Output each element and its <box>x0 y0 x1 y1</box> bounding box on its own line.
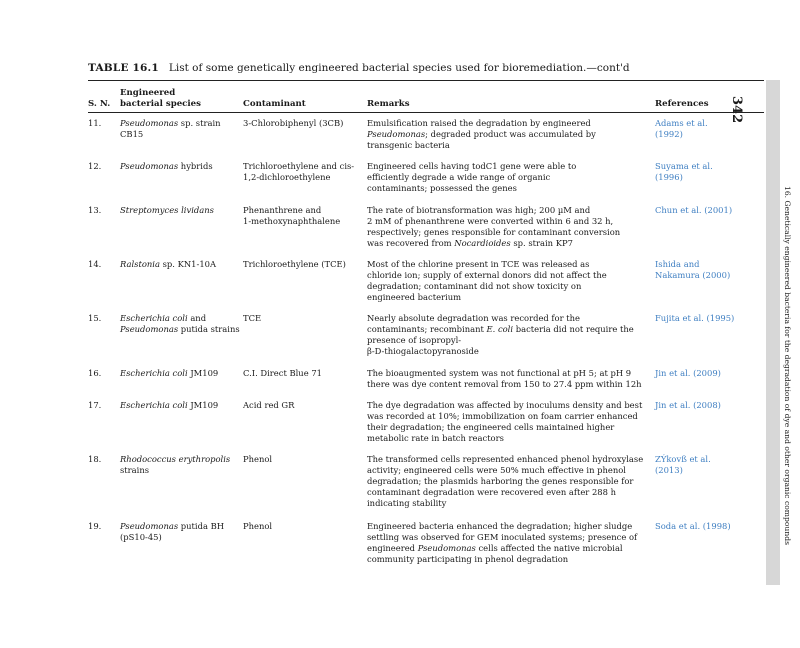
cell-line: engineered Pseudomonas cells affected the native microbial <box>367 543 623 553</box>
cell-line: Escherichia coli JM109 <box>120 400 219 410</box>
cell-line: Pseudomonas putida BH <box>120 521 225 531</box>
cell-contaminant <box>243 313 261 324</box>
cell-sn: 12. <box>88 161 102 171</box>
cell-line: Phenanthrene and <box>243 205 322 215</box>
cell-line: Jin et al. (2009) <box>655 368 721 378</box>
cell-line: their degradation; the engineered cells maintained higher <box>367 422 615 432</box>
cell-line: metabolic rate in batch reactors <box>367 433 504 443</box>
cell-line: Escherichia coli and <box>120 313 207 323</box>
cell-line: community participating in phenol degradation <box>367 554 569 564</box>
cell-line: Soda et al. (1998) <box>655 521 731 531</box>
cell-sn: 11. <box>88 118 102 128</box>
cell-line: chloride ion; supply of external donors did not affect the <box>367 270 607 280</box>
cell-line: 2 mM of phenanthrene were converted within 6 and 32 h, <box>367 216 614 226</box>
cell-line: Ishida and <box>655 259 700 269</box>
cell-references[interactable] <box>655 368 721 379</box>
table-header-rule <box>88 112 764 113</box>
cell-line: The rate of biotransformation was high; 200 µM and <box>367 205 591 215</box>
cell-references[interactable] <box>655 313 734 324</box>
cell-line: (1992) <box>655 129 683 139</box>
cell-line: contaminants; possessed the genes <box>367 183 517 193</box>
cell-line: Jin et al. (2008) <box>655 400 721 410</box>
cell-species <box>120 400 218 411</box>
cell-line: Pseudomonas; degraded product was accumulated by <box>367 129 596 139</box>
header-contaminant: Contaminant <box>243 99 306 109</box>
cell-sn: 14. <box>88 259 102 269</box>
cell-line: contaminant degradation were recovered even after 288 h <box>367 487 617 497</box>
cell-line: TCE <box>243 313 262 323</box>
cell-line: Pseudomonas putida strains <box>120 324 240 334</box>
cell-line: indicating stability <box>367 498 447 508</box>
cell-species <box>120 161 213 172</box>
cell-line: Chun et al. (2001) <box>655 205 733 215</box>
cell-remarks <box>367 259 607 303</box>
cell-contaminant <box>243 161 354 183</box>
cell-species <box>120 259 216 270</box>
table-top-rule <box>88 80 764 81</box>
cell-line: Fujita et al. (1995) <box>655 313 735 323</box>
cell-line: 3-Chlorobiphenyl (3CB) <box>243 118 344 128</box>
cell-sn: 18. <box>88 454 102 464</box>
cell-contaminant <box>243 454 272 465</box>
cell-line: was recovered from Nocardioides sp. strain KP7 <box>367 238 573 248</box>
cell-line: (2013) <box>655 465 683 475</box>
header-species-line2: bacterial species <box>120 99 201 109</box>
header-references: References <box>655 99 709 109</box>
cell-references[interactable] <box>655 118 708 140</box>
cell-line: 1,2-dichloroethylene <box>243 172 331 182</box>
cell-contaminant <box>243 521 272 532</box>
cell-species <box>120 313 240 335</box>
cell-sn: 19. <box>88 521 102 531</box>
header-species <box>120 88 201 110</box>
cell-line: settling was observed for GEM inoculated systems; presence of <box>367 532 638 542</box>
cell-line: The dye degradation was affected by inoculums density and best <box>367 400 643 410</box>
cell-line: degradation; contaminant did not show toxicity on <box>367 281 582 291</box>
cell-line: The bioaugmented system was not functional at pH 5; at pH 9 <box>367 368 632 378</box>
cell-line: Pseudomonas sp. strain <box>120 118 221 128</box>
cell-line: there was dye content removal from 150 to 27.4 ppm within 12h <box>367 379 642 389</box>
cell-line: respectively; genes responsible for contaminant conversion <box>367 227 621 237</box>
cell-line: strains <box>120 465 150 475</box>
table-title: List of some genetically engineered bacterial species used for bioremediation.—cont'd <box>168 62 630 74</box>
cell-contaminant <box>243 205 340 227</box>
cell-remarks <box>367 454 643 509</box>
cell-sn: 16. <box>88 368 102 378</box>
cell-remarks <box>367 205 620 249</box>
cell-line: was recorded at 10%; immobilization on foam carrier enhanced <box>367 411 638 421</box>
cell-remarks <box>367 161 576 194</box>
page-number: 342 <box>729 96 744 124</box>
cell-sn: 15. <box>88 313 102 323</box>
cell-references[interactable] <box>655 161 713 183</box>
cell-line: Phenol <box>243 521 273 531</box>
cell-line: Engineered bacteria enhanced the degradation; higher sludge <box>367 521 633 531</box>
cell-line: Pseudomonas hybrids <box>120 161 213 171</box>
cell-references[interactable] <box>655 205 732 216</box>
cell-species <box>120 454 230 476</box>
cell-line: Acid red GR <box>243 400 295 410</box>
cell-species <box>120 368 218 379</box>
cell-line: Engineered cells having todC1 gene were able to <box>367 161 577 171</box>
cell-line: efficiently degrade a wide range of organic <box>367 172 551 182</box>
cell-remarks <box>367 400 642 444</box>
cell-contaminant <box>243 368 322 379</box>
cell-line: Adams et al. <box>655 118 708 128</box>
cell-line: (1996) <box>655 172 683 182</box>
running-head: 16. Genetically engineered bacteria for the degradation of dye and other organic compounds <box>783 186 792 545</box>
cell-line: Nearly absolute degradation was recorded for the <box>367 313 580 323</box>
cell-species <box>120 521 224 543</box>
page-side-bar <box>766 80 780 585</box>
cell-remarks <box>367 118 596 151</box>
cell-line: CB15 <box>120 129 144 139</box>
cell-contaminant <box>243 400 294 411</box>
header-sn: S. N. <box>88 99 111 109</box>
cell-remarks <box>367 313 634 357</box>
cell-line: transgenic bacteria <box>367 140 450 150</box>
cell-sn: 17. <box>88 400 102 410</box>
cell-line: Emulsification raised the degradation by engineered <box>367 118 591 128</box>
header-species-line1: Engineered <box>120 88 176 98</box>
cell-line: Suyama et al. <box>655 161 713 171</box>
cell-references[interactable] <box>655 259 730 281</box>
cell-references[interactable] <box>655 400 721 411</box>
cell-line: C.I. Direct Blue 71 <box>243 368 322 378</box>
cell-line: ZÝkovß et al. <box>655 454 711 464</box>
cell-line: 1-methoxynaphthalene <box>243 216 341 226</box>
table-caption <box>88 62 630 74</box>
cell-remarks <box>367 521 637 565</box>
cell-line: Most of the chlorine present in TCE was released as <box>367 259 590 269</box>
cell-line: Phenol <box>243 454 273 464</box>
cell-line: Nakamura (2000) <box>655 270 731 280</box>
cell-line: Trichloroethylene (TCE) <box>243 259 346 269</box>
cell-line: Trichloroethylene and cis- <box>243 161 355 171</box>
cell-line: Streptomyces lividans <box>120 205 214 215</box>
cell-line: β-D-thiogalactopyranoside <box>367 346 479 356</box>
cell-line: Ralstonia sp. KN1-10A <box>120 259 217 269</box>
cell-line: presence of isopropyl- <box>367 335 462 345</box>
cell-contaminant <box>243 118 343 129</box>
cell-references[interactable] <box>655 454 711 476</box>
cell-contaminant <box>243 259 346 270</box>
cell-line: degradation; the plasmids harboring the genes responsible for <box>367 476 634 486</box>
cell-remarks <box>367 368 642 390</box>
table-label: TABLE 16.1 <box>88 62 159 74</box>
cell-line: (pS10-45) <box>120 532 162 542</box>
header-remarks: Remarks <box>367 99 410 109</box>
cell-line: engineered bacterium <box>367 292 462 302</box>
cell-species <box>120 118 221 140</box>
cell-line: Rhodococcus erythropolis <box>120 454 231 464</box>
cell-line: The transformed cells represented enhanced phenol hydroxylase <box>367 454 644 464</box>
cell-line: Escherichia coli JM109 <box>120 368 219 378</box>
cell-species <box>120 205 214 216</box>
cell-sn: 13. <box>88 205 102 215</box>
cell-line: contaminants; recombinant E. coli bacteria did not require the <box>367 324 634 334</box>
cell-references[interactable] <box>655 521 731 532</box>
cell-line: activity; engineered cells were 50% much effective in phenol <box>367 465 626 475</box>
